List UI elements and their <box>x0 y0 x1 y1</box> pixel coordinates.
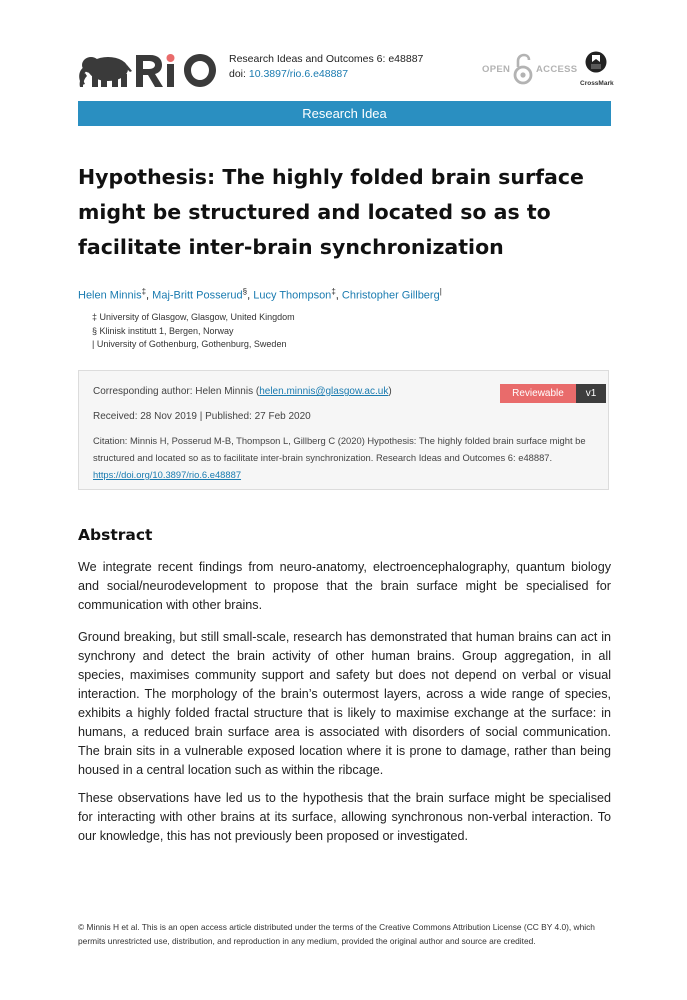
logo-letter-i <box>167 64 174 87</box>
citation <box>93 432 598 483</box>
journal-citation <box>229 52 423 82</box>
abstract-heading: Abstract <box>78 526 153 544</box>
doi-line <box>229 67 423 82</box>
version-badge: v1 <box>576 384 606 403</box>
author-separator: , <box>146 289 153 302</box>
open-access-badge[interactable] <box>482 52 578 84</box>
doi-prefix: doi: <box>229 68 249 80</box>
doi-link[interactable]: 10.3897/rio.6.e48887 <box>248 68 349 80</box>
crossmark-icon <box>585 50 607 74</box>
license-footer: © Minnis H et al. This is an open access article distributed under the terms of the Creative Commons Attribution License (CC BY 4.0), which permits unrestricted use, distribution, and reproduction in any medium, provided the original author and source are credited. <box>78 922 595 946</box>
publication-dates: Received: 28 Nov 2019 | Published: 27 Feb 2020 <box>93 411 311 422</box>
citation-doi-link[interactable]: https://doi.org/10.3897/rio.6.e48887 <box>93 469 242 480</box>
open-access-lock-icon <box>513 53 533 85</box>
article-title: Hypothesis: The highly folded brain surface might be structured and located so as to facilitate inter-brain synchronization <box>78 165 584 259</box>
open-label: OPEN <box>482 64 511 75</box>
abstract-paragraph: We integrate recent findings from neuro-anatomy, electroencephalography, quantum biology and social/neurodevelopment to propose that the brain surface might be specialised for communication with other brains. <box>78 560 611 612</box>
author-link[interactable]: Maj-Britt Posserud <box>152 289 243 302</box>
email-link[interactable]: helen.minnis@glasgow.ac.uk <box>259 386 389 397</box>
abstract-paragraph: These observations have led us to the hypothesis that the brain surface might be specialised for interacting with other brains at its surface, allowing synchronous non-verbal interaction. To our knowledge, this has not previously been proposed or investigated. <box>78 791 611 843</box>
affiliation-item: | University of Gothenburg, Gothenburg, Sweden <box>92 339 287 349</box>
abstract-paragraph: Ground breaking, but still small-scale, research has demonstrated that human brains can act in synchrony and detect the brain activity of other human brains. Group aggregation, in all species, maximises community support and safety but does not depend on verbal or visual interaction. The morphology of the brain’s outermost layers, across a wide range of species, exhibits a highly folded fractal structure that is likely to maximise exchange at the surface: in humans, a reduced brain surface area is associated with disorders of social communication. The brain sits in a vulnerable exposed location where it is prone to damage, rather than being housed in a central location such as within the ribcage. <box>78 630 611 777</box>
citation-text: Citation: Minnis H, Posserud M-B, Thompson L, Gillberg C (2020) Hypothesis: The highly folded brain surface might be structured and located so as to facilitate inter-brain synchronization. Research Ideas and Outcomes 6: e48887. <box>93 435 586 463</box>
author-link[interactable]: Helen Minnis <box>78 289 142 302</box>
author-link[interactable]: Lucy Thompson <box>253 289 332 302</box>
page-header <box>78 46 614 90</box>
affiliation-mark: ‡ <box>141 287 147 296</box>
reviewable-badge[interactable]: Reviewable <box>500 384 576 403</box>
affiliation-list <box>92 311 295 352</box>
logo-letter-o <box>184 54 216 87</box>
crossmark-label: CrossMark <box>580 80 614 87</box>
author-list <box>78 287 442 302</box>
access-label: ACCESS <box>536 64 578 75</box>
affiliation-mark: | <box>439 287 442 296</box>
corresponding-prefix: Corresponding author: Helen Minnis ( <box>93 386 260 397</box>
rio-logo <box>78 49 223 89</box>
crossmark-badge[interactable] <box>580 50 612 86</box>
affiliation-mark: ‡ <box>331 287 336 296</box>
affiliation-mark: § <box>242 287 248 296</box>
author-separator: , <box>335 289 342 302</box>
article-info-box <box>78 370 609 490</box>
logo-letter-r <box>136 55 163 87</box>
corresponding-suffix: ) <box>388 386 392 397</box>
article-type-banner: Research Idea <box>78 101 611 126</box>
affiliation-item: ‡ University of Glasgow, Glasgow, United Kingdom <box>92 312 295 322</box>
journal-line: Research Ideas and Outcomes 6: e48887 <box>229 53 424 65</box>
author-separator: , <box>247 289 254 302</box>
corresponding-author <box>93 386 392 397</box>
author-link[interactable]: Christopher Gillberg <box>341 289 440 302</box>
elephant-icon <box>79 57 132 87</box>
affiliation-item: § Klinisk institutt 1, Bergen, Norway <box>92 325 234 336</box>
